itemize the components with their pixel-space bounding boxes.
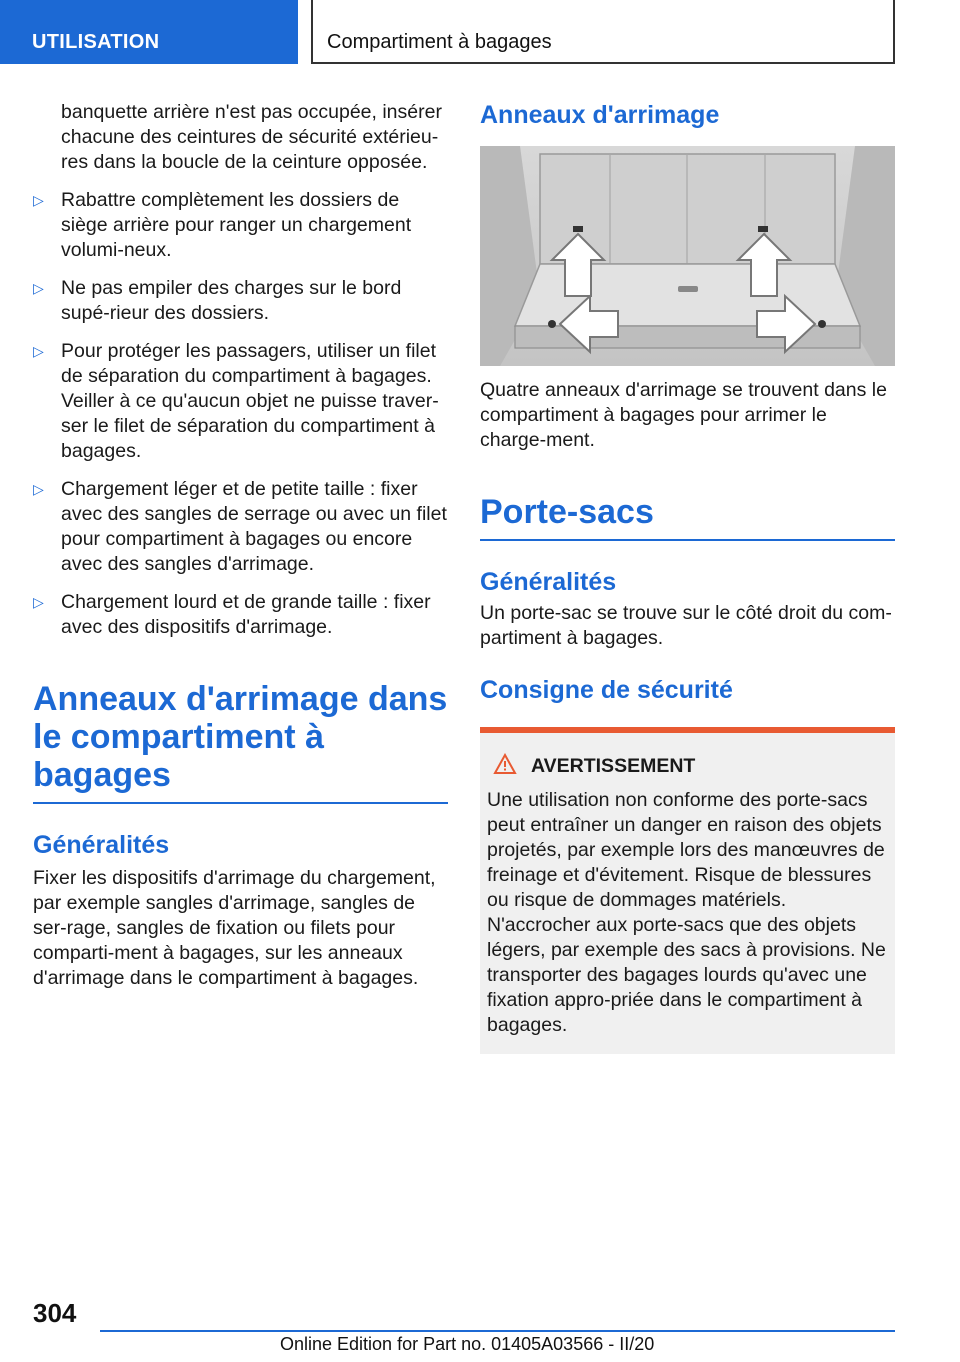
list-item [33, 339, 448, 464]
list-item [33, 188, 448, 263]
list-item-text: Chargement léger et de petite taille : fixer avec des sangles de serrage ou avec un filet pour compartiment à bagages ou encore avec des sangles d'arrimage. [61, 478, 447, 575]
list-item-text: Chargement lourd et de grande taille : fixer avec des dispositifs d'arrimage. [61, 591, 431, 638]
triangle-right-icon: ▷ [33, 343, 44, 359]
header-section-tab [0, 0, 298, 64]
section-title-anneaux-compartiment: Anneaux d'arrimage dans le compartiment à bagages [33, 680, 448, 804]
list-item [33, 590, 448, 640]
anneaux-text: Quatre anneaux d'arrimage se trouvent dans le compartiment à bagages pour arrimer le charge-ment. [480, 379, 887, 451]
warning-triangle-icon [493, 753, 519, 782]
list-item-text: Pour protéger les passagers, utiliser un filet de séparation du compartiment à bagages. Veiller à ce qu'aucun objet ne puisse traver-ser le filet de séparation du compartiment à bagages. [61, 340, 439, 462]
section-title-porte-sacs: Porte-sacs [480, 493, 895, 541]
subsection-title-consigne: Consigne de sécurité [480, 676, 733, 704]
triangle-right-icon: ▷ [33, 280, 44, 296]
right-column [480, 100, 895, 1054]
footer-divider [100, 1330, 895, 1332]
subsection-title-generalites-porte-sacs: Généralités [480, 568, 617, 596]
triangle-right-icon: ▷ [33, 481, 44, 497]
triangle-right-icon: ▷ [33, 192, 44, 208]
page-number: 304 [33, 1298, 77, 1328]
subsection-text: Fixer les dispositifs d'arrimage du chargement, par exemple sangles d'arrimage, sangles de ser-rage, sangles de fixation ou filets pour comparti-ment à bagages, sur les anneaux d'arrimage dans le compartiment à bagages. [33, 867, 436, 989]
warning-title: AVERTISSEMENT [531, 755, 696, 777]
footer-edition: Online Edition for Part no. 01405A03566 - II/20 [280, 1334, 655, 1354]
bullet-list [33, 188, 448, 640]
trunk-tie-down-image [480, 146, 895, 366]
header-section-label: UTILISATION [32, 31, 160, 53]
warning-header [487, 753, 889, 782]
list-item [33, 276, 448, 326]
triangle-right-icon: ▷ [33, 594, 44, 610]
list-item [33, 477, 448, 577]
left-column [33, 100, 448, 991]
list-item-text: Ne pas empiler des charges sur le bord supé-rieur des dossiers. [61, 277, 402, 324]
intro-continuation: banquette arrière n'est pas occupée, insérer chacune des ceintures de sécurité extérieu-res dans la boucle de la ceinture opposée. [61, 101, 442, 173]
warning-box [480, 727, 895, 1054]
header-chapter-label: Compartiment à bagages [327, 31, 552, 53]
header-chapter-tab [311, 0, 895, 64]
warning-text: Une utilisation non conforme des porte-sacs peut entraîner un danger en raison des objets projetés, par exemple lors des manœuvres de freinage et d'évitement. Risque de blessures ou risque de dommages matériels. N'accrocher aux porte-sacs que des objets légers, par exemple des sacs à provisions. Ne transporter des bagages lourds qu'avec une fixation appro-priée dans le compartiment à bagages. [487, 789, 886, 1036]
subsection-title-generalites: Généralités [33, 831, 170, 859]
list-item-text: Rabattre complètement les dossiers de siège arrière pour ranger un chargement volumi-neux. [61, 189, 412, 261]
generalites-text: Un porte-sac se trouve sur le côté droit du com-partiment à bagages. [480, 602, 892, 649]
title-anneaux-arrimage: Anneaux d'arrimage [480, 101, 720, 129]
